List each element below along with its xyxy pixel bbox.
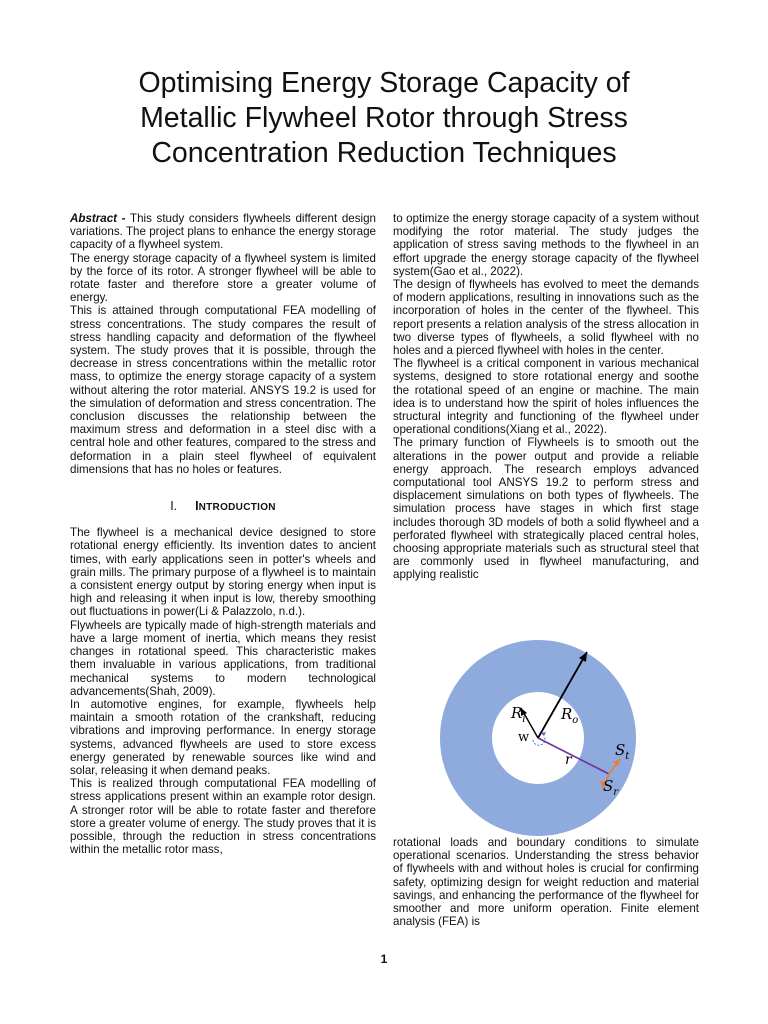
section-title-rest: NTRODUCTION bbox=[198, 502, 276, 514]
tangential-stress-label: $S_t$ bbox=[615, 741, 630, 762]
abstract-paragraph-3: This is attained through computational FEA modelling of stress concentrations. The study compares the result of stress handling capacity and deformation of the flywheel system. The study proves that it is possible, through the decrease in stress concentrations within the metallic rotor mass, to optimize the energy storage capacity of a system without altering the rotor material. ANSYS 19.2 is used for the simulation of deformation and stress concentration. The conclusion discusses the relationship between the maximum stress and deformation in a steel disc with a central hole and other features, compared to the stress and deformation in a plain steel flywheel of equivalent dimensions that has no holes or features. bbox=[70, 304, 376, 476]
right-paragraph-3: The flywheel is a critical component in various mechanical systems, designed to store rotational energy and soothe the rotational speed of an engine or machine. The main idea is to understand how the spirit of holes influences the structural integrity and functioning of the flywheel under operational conditions(Xiang et al., 2022). bbox=[393, 357, 699, 437]
intro-paragraph-4: This is realized through computational FEA modelling of stress applications present within an example rotor design. A stronger rotor will be able to rotate faster and therefore store a greater volume of energy. The study proves that it is possible, through the reduction in stress concentrations within the metallic rotor mass, bbox=[70, 777, 376, 857]
title-line-3: Concentration Reduction Techniques bbox=[151, 137, 617, 169]
right-paragraph-1: to optimize the energy storage capacity of a system without modifying the rotor material. The study judges the application of stress saving methods to the flywheel in an effort upgrade the energy storage capacity of the flywheel system(Gao et al., 2022). bbox=[393, 212, 699, 278]
radial-stress-label: $S_r$ bbox=[603, 777, 619, 798]
right-paragraph-4: The primary function of Flywheels is to smooth out the alterations in the power output and provide a reliable energy approach. The research employs advanced computational tool ANSYS 19.2 to perform stress and displacement simulations on both types of flywheels. The simulation process have stages in which first stage includes thorough 3D models of both a solid flywheel and a perforated flywheel with strategically placed central holes, choosing appropriate materials such as structural steel that are commonly used in flywheel manufacturing, and applying realistic bbox=[393, 436, 699, 582]
abstract-paragraph-1 bbox=[70, 212, 376, 252]
intro-paragraph-2: Flywheels are typically made of high-strength materials and have a large moment of inertia, which means they resist changes in rotational speed. This characteristic makes them invaluable in various applications, from traditional mechanical systems to modern technological advancements(Shah, 2009). bbox=[70, 618, 376, 698]
inner-radius-label: $R_i$ bbox=[511, 704, 526, 725]
page-number: 1 bbox=[380, 952, 388, 966]
paper-title bbox=[60, 66, 708, 171]
intro-paragraph-3: In automotive engines, for example, flywheels help maintain a smooth rotation of the crankshaft, reducing vibrations and improving performance. In energy storage systems, advanced flywheels are used to store excess energy generated by renewable sources like wind and solar, releasing it when demand peaks. bbox=[70, 697, 376, 777]
left-column bbox=[70, 212, 376, 856]
flywheel-diagram bbox=[433, 638, 683, 838]
section-title-first: I bbox=[195, 499, 199, 514]
section-heading-introduction bbox=[70, 500, 376, 514]
right-paragraph-5: rotational loads and boundary conditions to simulate operational scenarios. Understanding the stress behavior of flywheels with and without holes is crucial for confirming safety, optimizing design for weight reduction and material savings, and enhancing the performance of the flywheel for smoother and more uniform operation. Finite element analysis (FEA) is bbox=[393, 836, 699, 929]
intro-paragraph-1: The flywheel is a mechanical device designed to store rotational energy efficiently. Its invention dates to ancient times, with early applications seen in potter's wheels and grain mills. The primary purpose of a flywheel is to maintain a consistent energy output by storing energy when input is high and releasing it when input is low, thereby smoothing out fluctuations in power(Li & Palazzolo, n.d.). bbox=[70, 526, 376, 619]
outer-radius-label: $R_o$ bbox=[561, 705, 579, 726]
abstract-paragraph-2: The energy storage capacity of a flywheel system is limited by the force of its rotor. A stronger flywheel will be able to rotate faster and therefore store a greater volume of energy. bbox=[70, 251, 376, 305]
abstract-label: Abstract - bbox=[70, 212, 126, 225]
angular-velocity-label: w bbox=[518, 730, 530, 745]
abstract-text-1: This study considers flywheels different design variations. The project plans to enhance the energy storage capacity of a flywheel system. bbox=[70, 212, 376, 252]
title-line-1: Optimising Energy Storage Capacity of bbox=[138, 67, 630, 99]
right-column bbox=[393, 212, 699, 582]
title-line-2: Metallic Flywheel Rotor through Stress bbox=[140, 102, 628, 134]
right-column-continued bbox=[393, 836, 699, 928]
section-number: I. bbox=[170, 499, 178, 514]
radius-label: r bbox=[565, 752, 572, 768]
right-paragraph-2: The design of flywheels has evolved to meet the demands of modern applications, resulting in innovations such as the incorporation of holes in the center of the flywheel. This report presents a relation analysis of the stress allocation in two diverse types of flywheels, a solid flywheel with no holes and a pierced flywheel with holes in the center. bbox=[393, 278, 699, 358]
